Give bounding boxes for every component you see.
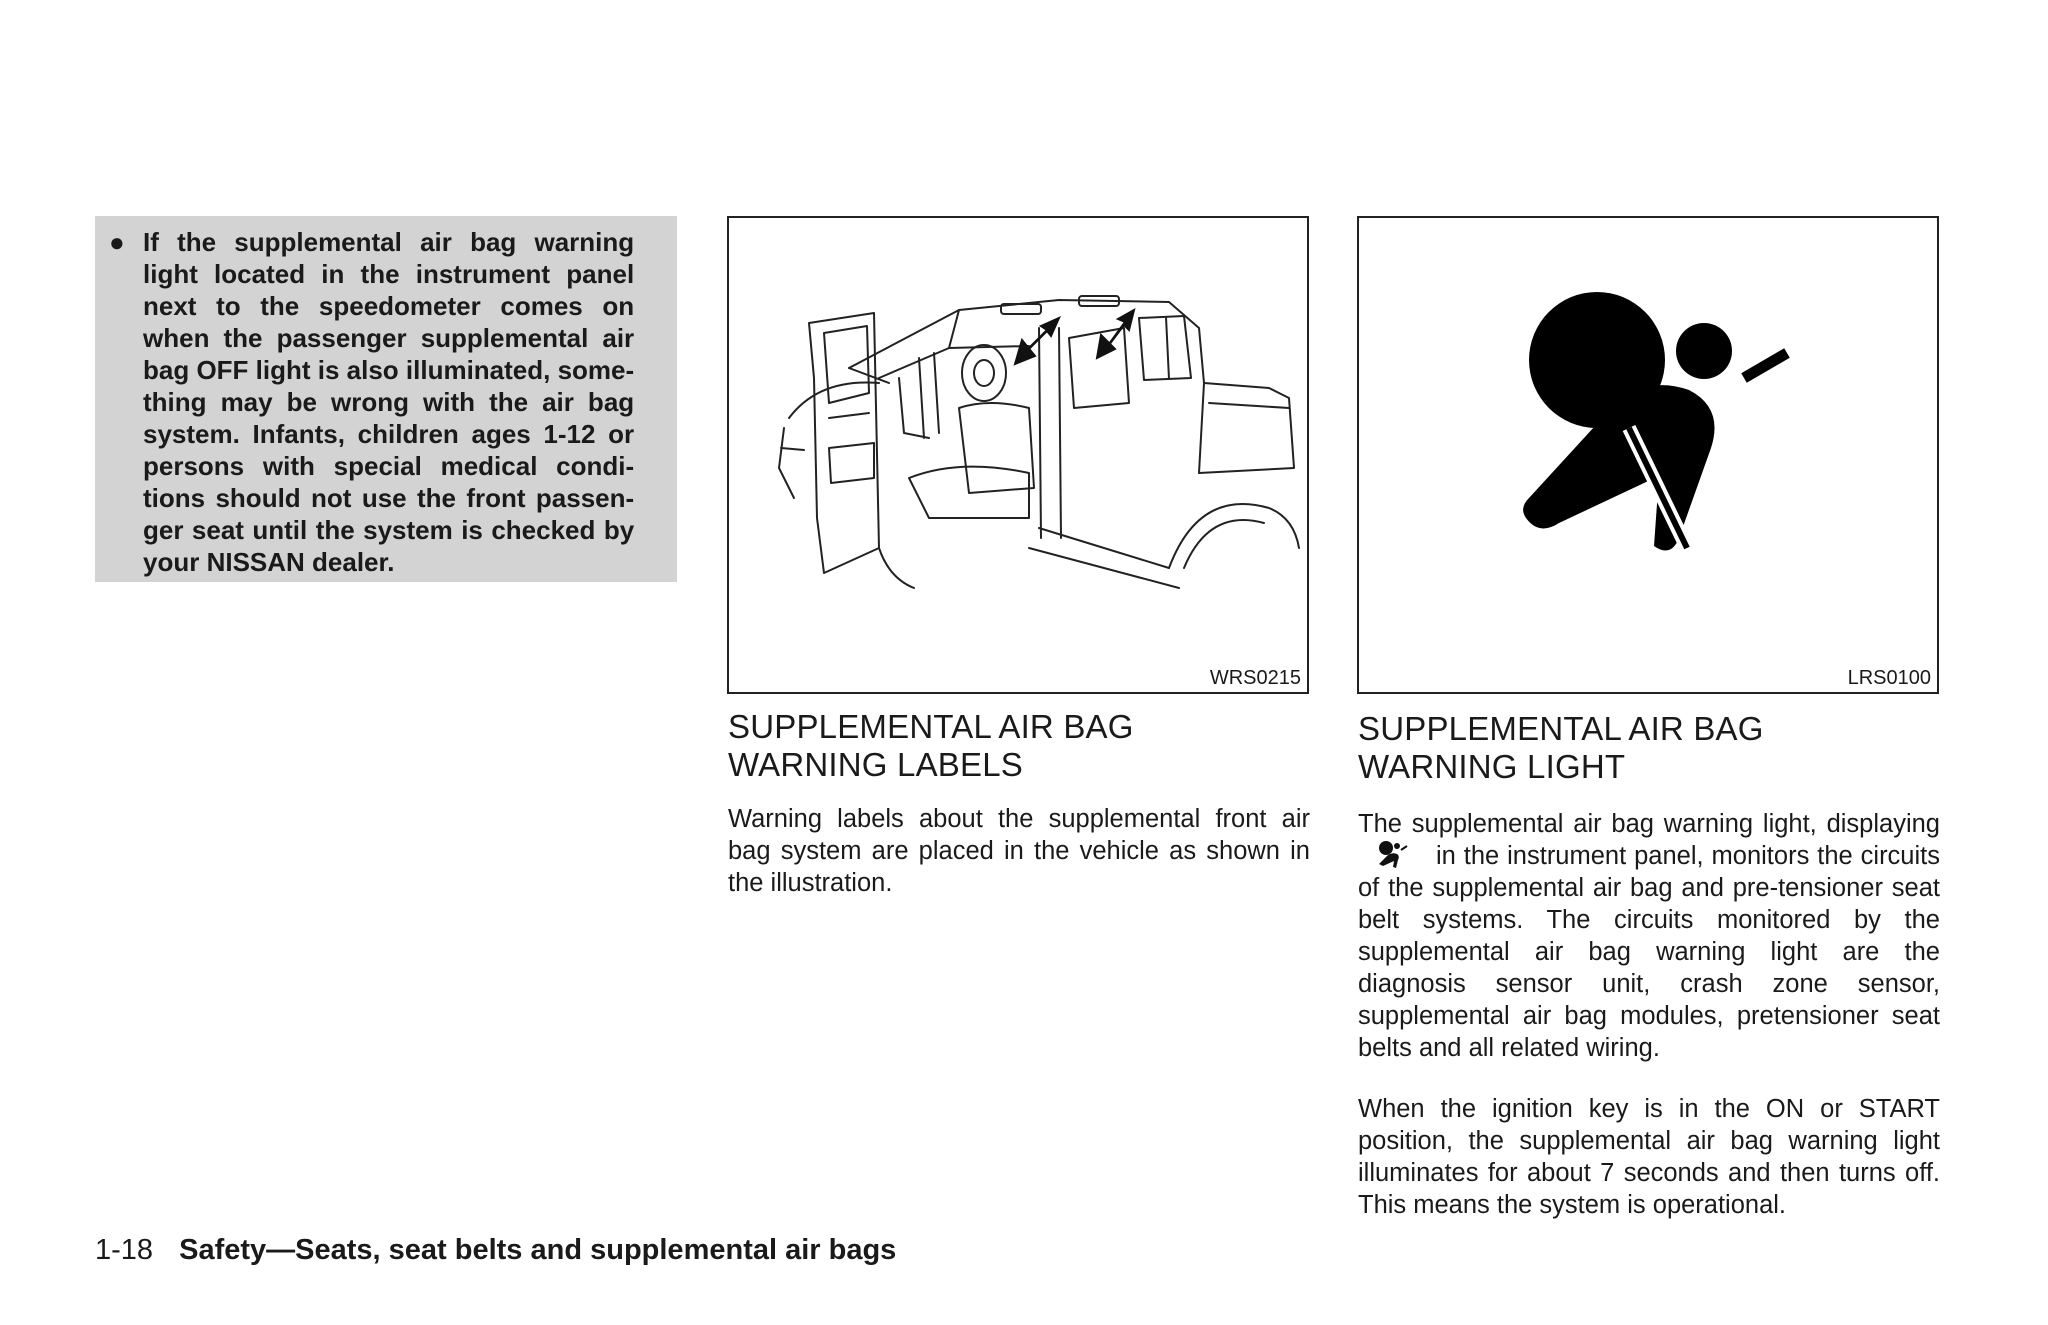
warning-line: If the supplemental air bag warning: [143, 227, 635, 257]
section-heading-warning-light: [1358, 710, 1938, 786]
figure-code: WRS0215: [1209, 667, 1301, 689]
footer-section-title: Safety—Seats, seat belts and supplemental air bags: [179, 1234, 897, 1266]
warning-line: thing may be wrong with the air bag: [143, 387, 635, 417]
warning-line: tions should not use the front passen-: [143, 483, 635, 513]
warning-labels-paragraph: Warning labels about the supplemental front air bag system are placed in the vehicle as shown in the illustration.: [728, 805, 1310, 897]
figure-warning-labels: [727, 216, 1309, 694]
warning-callout: [95, 216, 677, 582]
warning-line: ger seat until the system is checked by: [143, 515, 635, 545]
heading-line: SUPPLEMENTAL AIR BAG: [1358, 710, 1764, 747]
bullet-marker: ●: [109, 227, 125, 257]
figure-code: LRS0100: [1847, 667, 1931, 689]
warning-line: your NISSAN dealer.: [143, 547, 395, 577]
warning-light-paragraph-1: [1358, 808, 1940, 1064]
warning-line: when the passenger supplemental air: [143, 323, 635, 353]
warning-line: next to the speedometer comes on: [143, 291, 635, 321]
warning-line: light located in the instrument panel: [143, 259, 635, 289]
heading-line: WARNING LABELS: [728, 746, 1023, 783]
warning-line: system. Infants, children ages 1-12 or: [143, 419, 635, 449]
warning-light-paragraph-2: When the ignition key is in the ON or START position, the supplemental air bag warning light illuminates for about 7 seconds and then turns off. This means the system is operational.: [1358, 1095, 1940, 1219]
heading-line: WARNING LIGHT: [1358, 748, 1626, 785]
page-number: 1-18: [95, 1234, 154, 1266]
airbag-warning-icon: [1358, 840, 1428, 868]
paragraph-text: The supplemental air bag warning light, displaying: [1358, 810, 1940, 838]
page-footer: [95, 1232, 896, 1268]
paragraph-text: in the instrument panel, monitors the circuits of the supplemental air bag and pre-tensioner seat belt systems. The circuits monitored by the supplemental air bag warning light are the diagnosis sensor unit, crash zone sensor, supplemental air bag modules, pretensioner seat belts and all related wiring.: [1358, 842, 1940, 1062]
truck-illustration: [729, 218, 1307, 692]
warning-line: persons with special medical condi-: [143, 451, 635, 481]
warning-line: bag OFF light is also illuminated, some-: [143, 355, 635, 385]
warning-text: [143, 226, 634, 578]
heading-line: SUPPLEMENTAL AIR BAG: [728, 708, 1134, 745]
section-heading-warning-labels: [728, 708, 1308, 784]
figure-warning-light: [1357, 216, 1939, 694]
airbag-warning-symbol-icon: [1359, 218, 1937, 692]
